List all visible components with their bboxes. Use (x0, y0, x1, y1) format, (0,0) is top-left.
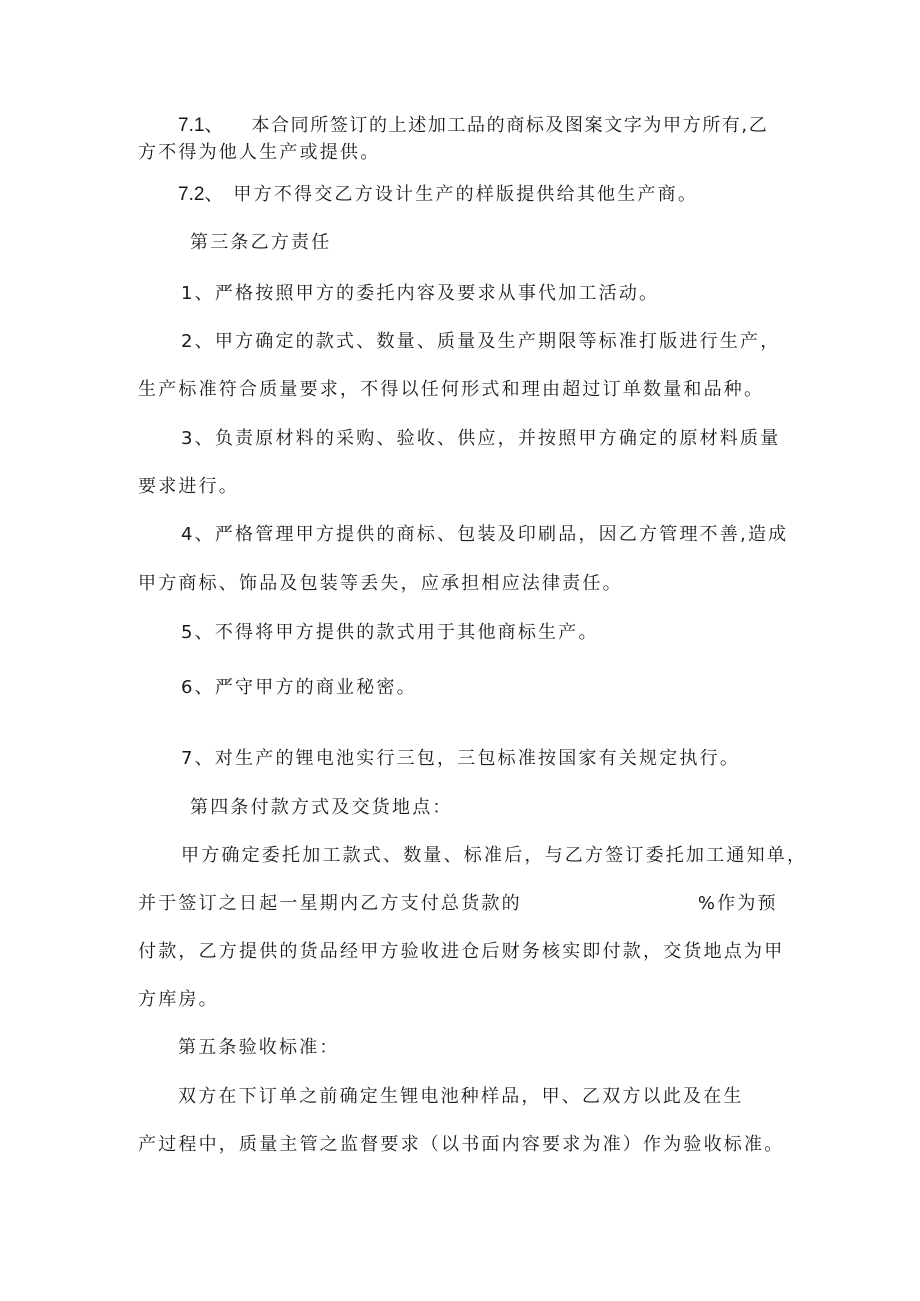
article-3-item-4-line-1: 4、严格管理甲方提供的商标、包装及印刷品，因乙方管理不善,造成 (181, 524, 789, 545)
percentage-suffix: %作为预 (697, 893, 778, 914)
article-4-para-line-2 (138, 893, 778, 915)
article-5-para-line-2: 产过程中，质量主管之监督要求（以书面内容要求为准）作为验收标准。 (138, 1134, 785, 1155)
article-3-item-7: 7、对生产的锂电池实行三包，三包标准按国家有关规定执行。 (181, 748, 741, 769)
article-3-item-1: 1、严格按照甲方的委托内容及要求从事代加工活动。 (181, 283, 660, 304)
article-5-para-line-1: 双方在下订单之前确定生锂电池种样品，甲、乙双方以此及在生 (178, 1086, 744, 1107)
clause-7-2-line (178, 184, 698, 206)
article-3-item-2-line-1: 2、甲方确定的款式、数量、质量及生产期限等标准打版进行生产， (181, 331, 781, 352)
clause-7-1-text: 本合同所签订的上述加工品的商标及图案文字为甲方所有,乙 (251, 115, 769, 136)
article-3-item-3-line-1: 3、负责原材料的采购、验收、供应，并按照甲方确定的原材料质量 (181, 428, 781, 449)
article-3-item-4-line-2: 甲方商标、饰品及包装等丢失，应承担相应法律责任。 (138, 573, 623, 594)
article-3-heading: 第三条乙方责任 (190, 232, 332, 253)
article-4-heading: 第四条付款方式及交货地点： (190, 797, 453, 818)
clause-7-1-line-1 (178, 115, 768, 137)
article-3-item-6: 6、严守甲方的商业秘密。 (181, 677, 417, 698)
article-4-para-line-2-text: 并于签订之日起一星期内乙方支付总货款的 (138, 893, 522, 914)
article-3-item-5: 5、不得将甲方提供的款式用于其他商标生产。 (181, 622, 599, 643)
article-5-heading: 第五条验收标准： (178, 1037, 340, 1058)
article-3-item-3-line-2: 要求进行。 (138, 476, 239, 497)
clause-7-1-number: 7.1、 (178, 115, 224, 136)
article-3-item-2-line-2: 生产标准符合质量要求，不得以任何形式和理由超过订单数量和品种。 (138, 379, 765, 400)
article-4-para-line-1: 甲方确定委托加工款式、数量、标准后，与乙方签订委托加工通知单， (181, 845, 808, 866)
article-4-para-line-4: 方库房。 (138, 989, 219, 1010)
article-4-para-line-3: 付款，乙方提供的货品经甲方验收进仓后财务核实即付款，交货地点为甲 (138, 941, 785, 962)
clause-7-1-line-2: 方不得为他人生产或提供。 (138, 142, 381, 163)
clause-7-2-number: 7.2、 (178, 184, 224, 205)
clause-7-2-text: 甲方不得交乙方设计生产的样版提供给其他生产商。 (233, 184, 699, 205)
